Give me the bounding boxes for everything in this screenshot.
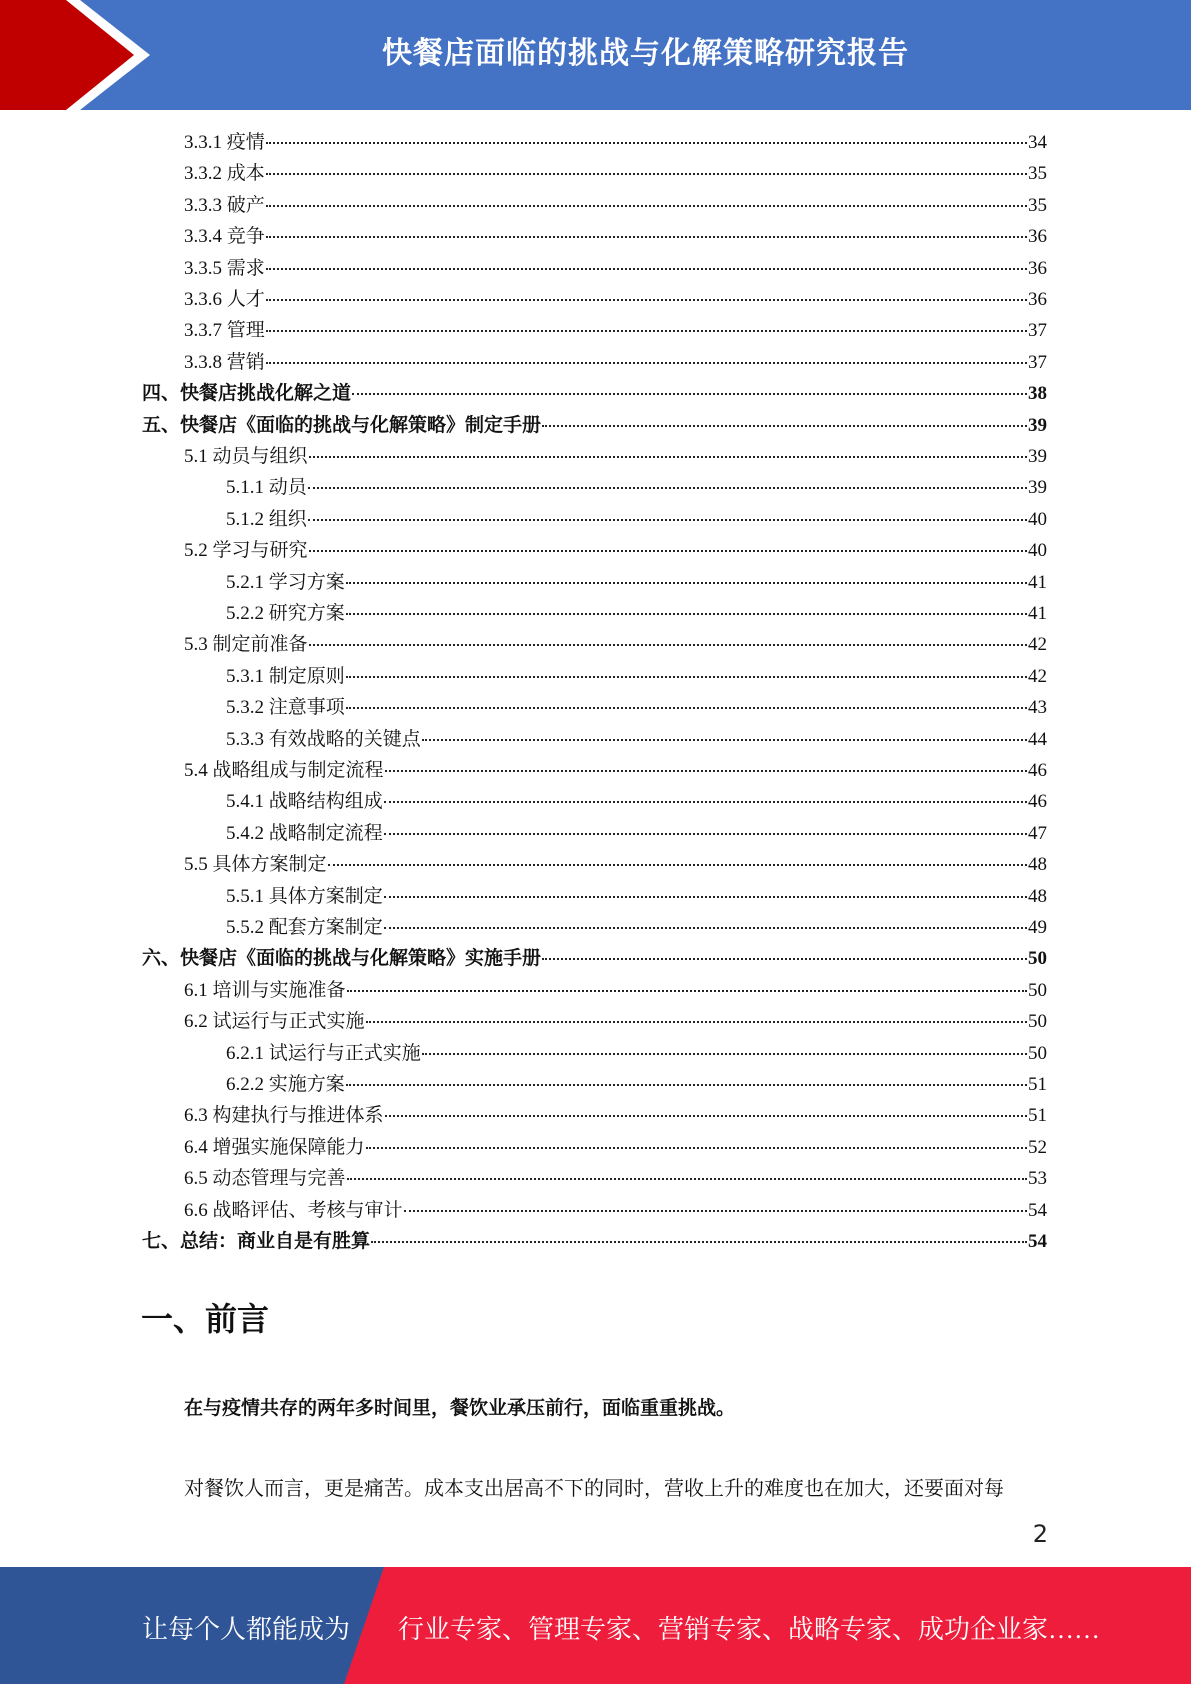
- toc-entry[interactable]: [184, 630, 1047, 660]
- toc-entry-label: 5.3.3 有效战略的关键点: [226, 728, 421, 750]
- toc-entry[interactable]: [226, 693, 1047, 723]
- toc-dot-leader: [266, 299, 1027, 301]
- toc-entry[interactable]: [226, 505, 1047, 535]
- toc-entry-label: 3.3.5 需求: [184, 257, 265, 279]
- footer-slogan-right: 行业专家、管理专家、营销专家、战略专家、成功企业家……: [398, 1615, 1101, 1644]
- toc-entry[interactable]: [184, 1133, 1047, 1163]
- toc-dot-leader: [352, 393, 1027, 395]
- toc-entry[interactable]: [184, 976, 1047, 1006]
- toc-dot-leader: [384, 833, 1027, 835]
- toc-entry-page: 37: [1028, 351, 1047, 373]
- toc-dot-leader: [346, 582, 1027, 584]
- toc-entry-label: 六、快餐店《面临的挑战与化解策略》实施手册: [142, 948, 542, 970]
- toc-entry-label: 3.3.8 营销: [184, 351, 265, 373]
- toc-entry-page: 39: [1028, 414, 1047, 436]
- section-heading: 一、前言: [141, 1300, 270, 1338]
- toc-entry-page: 39: [1028, 446, 1047, 467]
- toc-entry-page: 36: [1028, 289, 1047, 310]
- page-footer: [0, 1567, 1191, 1684]
- toc-entry-page: 53: [1028, 1168, 1047, 1190]
- toc-entry-page: 42: [1028, 634, 1047, 656]
- toc-dot-leader: [384, 927, 1027, 929]
- toc-entry-label: 5.4.2 战略制定流程: [226, 822, 383, 844]
- toc-dot-leader: [404, 1210, 1027, 1212]
- toc-entry-page: 35: [1028, 163, 1047, 185]
- toc-dot-leader: [346, 1084, 1027, 1086]
- toc-entry-label: 5.5.2 配套方案制定: [226, 917, 383, 938]
- toc-dot-leader: [309, 644, 1027, 646]
- toc-entry-label: 5.2.2 研究方案: [226, 603, 345, 624]
- toc-entry[interactable]: [184, 191, 1047, 221]
- toc-entry[interactable]: [184, 348, 1047, 378]
- toc-entry-label: 五、快餐店《面临的挑战与化解策略》制定手册: [142, 414, 542, 436]
- toc-dot-leader: [308, 487, 1027, 489]
- toc-entry-label: 5.3 制定前准备: [184, 634, 308, 656]
- toc-entry[interactable]: [184, 1196, 1047, 1226]
- toc-dot-leader: [266, 236, 1027, 238]
- toc-entry[interactable]: [226, 599, 1047, 629]
- toc-dot-leader: [346, 613, 1027, 615]
- toc-entry[interactable]: [226, 1070, 1047, 1100]
- toc-dot-leader: [385, 1115, 1027, 1117]
- toc-dot-leader: [347, 1178, 1027, 1180]
- toc-dot-leader: [266, 362, 1027, 364]
- toc-entry-label: 6.5 动态管理与完善: [184, 1168, 346, 1190]
- toc-entry[interactable]: [184, 128, 1047, 158]
- toc-entry-label: 3.3.3 破产: [184, 194, 265, 216]
- page-number: 2: [1032, 1520, 1048, 1548]
- toc-dot-leader: [308, 519, 1027, 521]
- toc-entry-page: 47: [1028, 822, 1047, 844]
- footer-slogan-left: 让每个人都能成为: [142, 1615, 351, 1644]
- toc-entry-page: 50: [1028, 1042, 1047, 1064]
- toc-entry-label: 5.5.1 具体方案制定: [226, 885, 383, 907]
- toc-entry[interactable]: [184, 850, 1047, 880]
- toc-entry[interactable]: [184, 1007, 1047, 1037]
- toc-entry-label: 3.3.2 成本: [184, 163, 265, 185]
- toc-entry-label: 3.3.1 疫情: [184, 132, 265, 153]
- toc-entry-page: 54: [1028, 1231, 1047, 1252]
- toc-entry[interactable]: [184, 1164, 1047, 1194]
- toc-entry-page: 46: [1028, 760, 1047, 781]
- toc-dot-leader: [384, 896, 1027, 898]
- toc-entry-label: 6.6 战略评估、考核与审计: [184, 1199, 403, 1221]
- toc-entry-page: 50: [1028, 1011, 1047, 1033]
- toc-entry[interactable]: [184, 316, 1047, 346]
- toc-dot-leader: [542, 958, 1027, 960]
- toc-entry-label: 5.2 学习与研究: [184, 540, 308, 562]
- toc-entry[interactable]: [226, 882, 1047, 912]
- toc-entry[interactable]: [226, 473, 1047, 503]
- toc-dot-leader: [266, 173, 1027, 175]
- page-header: [0, 0, 1191, 110]
- toc-entry[interactable]: [226, 819, 1047, 849]
- toc-dot-leader: [366, 1147, 1027, 1149]
- toc-entry-label: 5.2.1 学习方案: [226, 571, 345, 593]
- body-paragraph: 对餐饮人而言，更是痛苦。成本支出居高不下的同时，营收上升的难度也在加大，还要面对每: [184, 1478, 1004, 1500]
- toc-entry-page: 51: [1028, 1105, 1047, 1127]
- toc-entry-label: 6.2.2 实施方案: [226, 1074, 345, 1095]
- document-title: 快餐店面临的挑战与化解策略研究报告: [382, 36, 909, 71]
- toc-entry[interactable]: [226, 913, 1047, 943]
- toc-entry-page: 39: [1028, 477, 1047, 499]
- toc-entry-page: 34: [1028, 132, 1047, 153]
- toc-entry[interactable]: [184, 756, 1047, 786]
- toc-entry-label: 5.4 战略组成与制定流程: [184, 760, 384, 781]
- toc-entry[interactable]: [184, 254, 1047, 284]
- toc-entry-page: 43: [1028, 697, 1047, 719]
- toc-entry-page: 44: [1028, 728, 1047, 750]
- toc-entry-page: 50: [1028, 948, 1047, 970]
- toc-dot-leader: [266, 205, 1027, 207]
- toc-entry-page: 48: [1028, 885, 1047, 907]
- toc-entry[interactable]: [226, 787, 1047, 817]
- toc-entry-label: 七、总结：商业自是有胜算: [142, 1231, 371, 1252]
- toc-dot-leader: [266, 268, 1027, 270]
- toc-entry-label: 3.3.7 管理: [184, 320, 265, 342]
- toc-entry-label: 6.4 增强实施保障能力: [184, 1136, 365, 1158]
- toc-entry-label: 5.3.1 制定原则: [226, 665, 345, 687]
- toc-entry[interactable]: [184, 159, 1047, 189]
- toc-entry-page: 49: [1028, 917, 1047, 938]
- toc-entry[interactable]: [226, 1039, 1047, 1069]
- toc-entry-label: 5.1 动员与组织: [184, 446, 308, 467]
- toc-entry-page: 51: [1028, 1074, 1047, 1095]
- toc-entry[interactable]: [142, 944, 1047, 974]
- toc-dot-leader: [422, 1053, 1027, 1055]
- toc-dot-leader: [346, 676, 1027, 678]
- toc-entry-page: 36: [1028, 226, 1047, 248]
- toc-entry-label: 6.1 培训与实施准备: [184, 979, 346, 1001]
- toc-entry-label: 6.2 试运行与正式实施: [184, 1011, 365, 1033]
- toc-entry[interactable]: [226, 662, 1047, 692]
- toc-dot-leader: [384, 801, 1027, 803]
- toc-entry[interactable]: [184, 222, 1047, 252]
- toc-entry-label: 5.4.1 战略结构组成: [226, 791, 383, 813]
- toc-entry-page: 50: [1028, 979, 1047, 1001]
- toc-entry-label: 四、快餐店挑战化解之道: [142, 383, 352, 405]
- toc-entry-page: 36: [1028, 257, 1047, 279]
- toc-entry-label: 3.3.6 人才: [184, 289, 265, 310]
- toc-entry-page: 52: [1028, 1136, 1047, 1158]
- toc-dot-leader: [347, 990, 1027, 992]
- toc-entry-page: 54: [1028, 1199, 1047, 1221]
- toc-entry-page: 42: [1028, 665, 1047, 687]
- toc-dot-leader: [542, 425, 1027, 427]
- toc-entry-label: 5.3.2 注意事项: [226, 697, 345, 719]
- toc-dot-leader: [328, 864, 1027, 866]
- lead-sentence: 在与疫情共存的两年多时间里，餐饮业承压前行，面临重重挑战。: [184, 1397, 736, 1419]
- toc-entry-page: 35: [1028, 194, 1047, 216]
- toc-entry[interactable]: [184, 442, 1047, 472]
- toc-entry-label: 3.3.4 竞争: [184, 226, 265, 248]
- toc-entry-label: 6.2.1 试运行与正式实施: [226, 1042, 421, 1064]
- toc-dot-leader: [422, 739, 1027, 741]
- toc-entry[interactable]: [184, 285, 1047, 315]
- toc-entry-page: 48: [1028, 854, 1047, 876]
- toc-entry-label: 5.5 具体方案制定: [184, 854, 327, 876]
- toc-entry-page: 41: [1028, 603, 1047, 624]
- toc-dot-leader: [366, 1021, 1027, 1023]
- toc-entry[interactable]: [226, 725, 1047, 755]
- toc-entry[interactable]: [184, 1101, 1047, 1131]
- toc-entry-page: 41: [1028, 571, 1047, 593]
- toc-entry[interactable]: [184, 536, 1047, 566]
- toc-dot-leader: [266, 142, 1027, 144]
- toc-entry-page: 40: [1028, 508, 1047, 530]
- toc-entry-label: 5.1.2 组织: [226, 508, 307, 530]
- toc-entry-page: 37: [1028, 320, 1047, 342]
- toc-dot-leader: [309, 550, 1027, 552]
- toc-dot-leader: [371, 1241, 1027, 1243]
- toc-dot-leader: [309, 456, 1027, 458]
- toc-entry-label: 5.1.1 动员: [226, 477, 307, 499]
- toc-entry-page: 46: [1028, 791, 1047, 813]
- toc-entry[interactable]: [226, 568, 1047, 598]
- toc-entry[interactable]: [142, 1227, 1047, 1257]
- toc-entry-page: 38: [1028, 383, 1047, 405]
- toc-entry-label: 6.3 构建执行与推进体系: [184, 1105, 384, 1127]
- toc-entry-page: 40: [1028, 540, 1047, 562]
- toc-entry[interactable]: [142, 379, 1047, 409]
- toc-dot-leader: [266, 330, 1027, 332]
- toc-dot-leader: [385, 770, 1027, 772]
- toc-dot-leader: [346, 707, 1027, 709]
- toc-entry[interactable]: [142, 411, 1047, 441]
